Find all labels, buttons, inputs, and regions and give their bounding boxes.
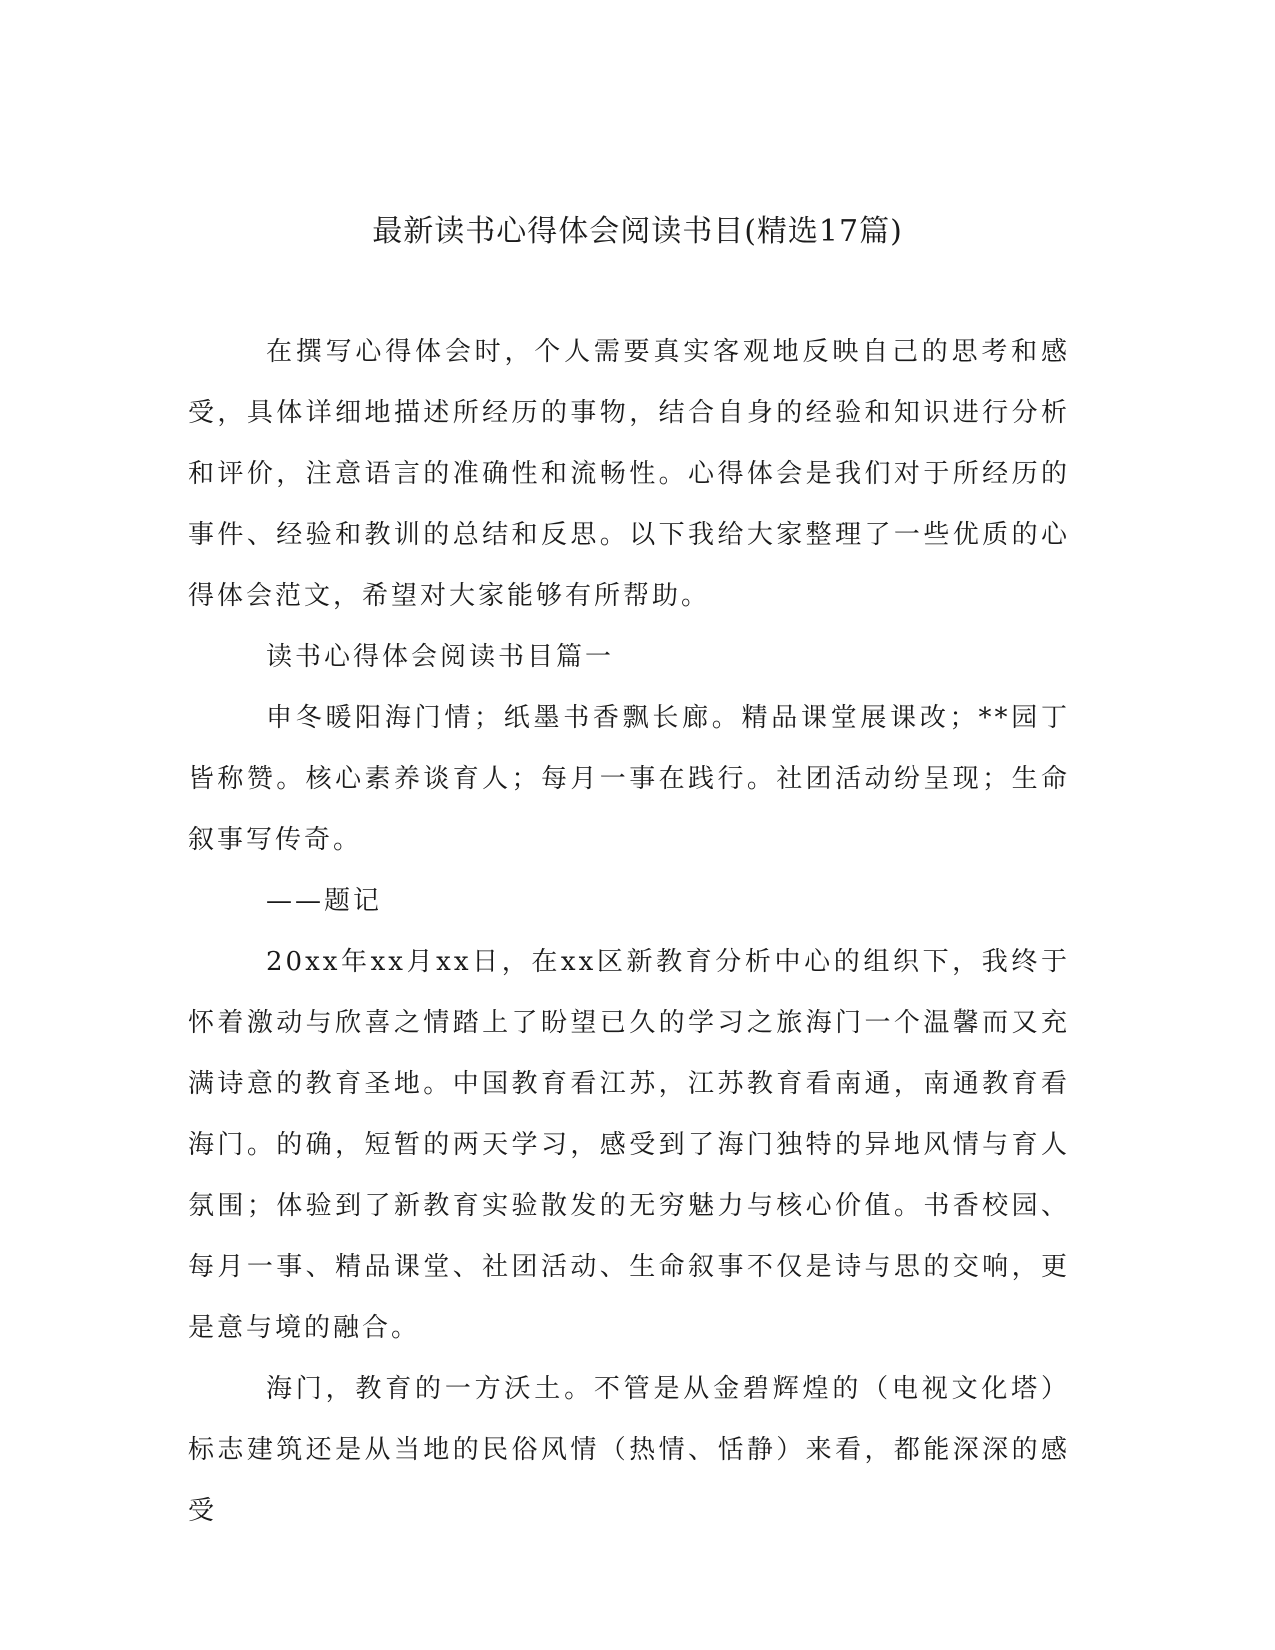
paragraph-poem: 申冬暖阳海门情；纸墨书香飘长廊。精品课堂展课改；**园丁皆称赞。核心素养谈育人；每月一事在践行。社团活动纷呈现；生命叙事写传奇。 xyxy=(188,703,1070,855)
document-title: 最新读书心得体会阅读书目(精选17篇) xyxy=(372,214,903,249)
paragraph-intro: 在撰写心得体会时，个人需要真实客观地反映自己的思考和感受，具体详细地描述所经历的事物，结合自身的经验和知识进行分析和评价，注意语言的准确性和流畅性。心得体会是我们对于所经历的事件、经验和教训的总结和反思。以下我给大家整理了一些优质的心得体会范文，希望对大家能够有所帮助。 xyxy=(188,337,1070,611)
paragraph-inscription: ——题记 xyxy=(266,886,383,916)
paragraph-trip: 20xx年xx月xx日，在xx区新教育分析中心的组织下，我终于怀着激动与欣喜之情踏上了盼望已久的学习之旅海门一个温馨而又充满诗意的教育圣地。中国教育看江苏，江苏教育看南通，南通教育看海门。的确，短暂的两天学习，感受到了海门独特的异地风情与育人氛围；体验到了新教育实验散发的无穷魅力与核心价值。书香校园、每月一事、精品课堂、社团活动、生命叙事不仅是诗与思的交响，更是意与境的融合。 xyxy=(188,947,1070,1343)
paragraph-haimen: 海门，教育的一方沃土。不管是从金碧辉煌的（电视文化塔）标志建筑还是从当地的民俗风情（热情、恬静）来看，都能深深的感受 xyxy=(188,1374,1070,1526)
section-heading: 读书心得体会阅读书目篇一 xyxy=(266,642,615,672)
document-body xyxy=(188,322,1070,1542)
